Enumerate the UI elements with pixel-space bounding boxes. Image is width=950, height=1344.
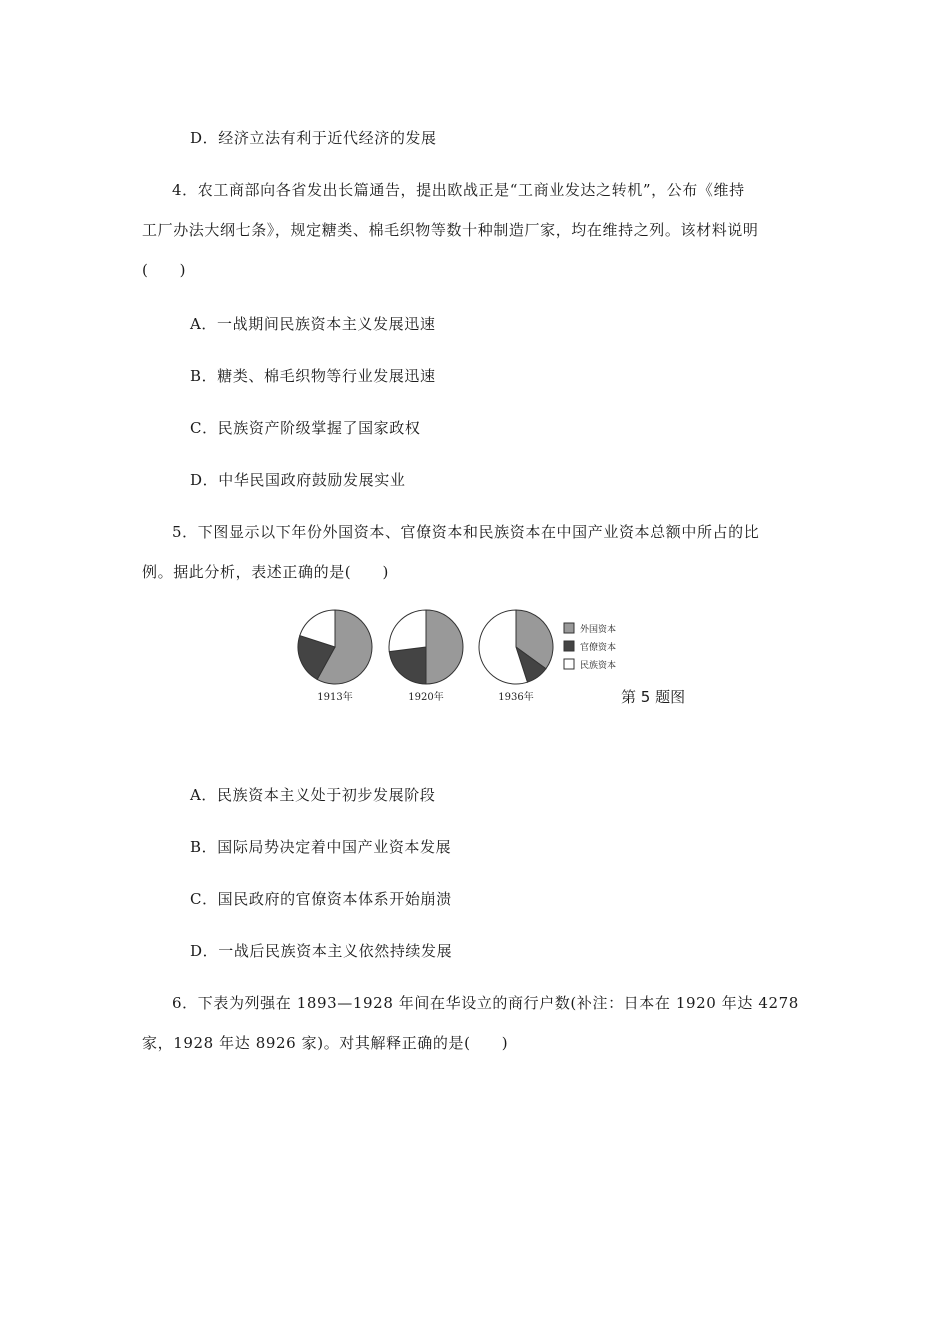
q5-option-d: D．一战后民族资本主义依然持续发展 bbox=[190, 942, 453, 960]
legend-swatch-0 bbox=[564, 623, 574, 633]
q6-stem-line-2: 家，1928 年达 8926 家)。对其解释正确的是( ) bbox=[142, 1034, 509, 1052]
legend-label-2: 民族资本 bbox=[580, 661, 617, 671]
legend-swatch-2 bbox=[564, 659, 574, 669]
q4-stem-line-2: 工厂办法大纲七条》，规定糖类、棉毛织物等数十种制造厂家，均在维持之列。该材料说明 bbox=[142, 221, 759, 239]
q3-option-d: D．经济立法有利于近代经济的发展 bbox=[190, 129, 437, 147]
q5-stem-line-2: 例。据此分析，表述正确的是( ) bbox=[142, 563, 389, 581]
pie-1-slice-2 bbox=[389, 610, 426, 652]
q4-option-a: A．一战期间民族资本主义发展迅速 bbox=[190, 315, 436, 333]
q5-stem-line-1: 5．下图显示以下年份外国资本、官僚资本和民族资本在中国产业资本总额中所占的比 bbox=[172, 523, 760, 541]
legend-label-0: 外国资本 bbox=[580, 625, 617, 635]
q4-option-b: B．糖类、棉毛织物等行业发展迅速 bbox=[190, 367, 436, 385]
pie-2-label: 1936年 bbox=[498, 692, 534, 703]
q4-stem-line-1: 4．农工商部向各省发出长篇通告，提出欧战正是“工商业发达之转机”，公布《维持 bbox=[172, 181, 745, 199]
q5-figure-caption: 第 5 题图 bbox=[621, 688, 686, 706]
pie-1-label: 1920年 bbox=[408, 692, 444, 703]
q4-answer-blank: ( ) bbox=[142, 261, 187, 279]
q4-option-c: C．民族资产阶级掌握了国家政权 bbox=[190, 419, 421, 437]
q5-option-c: C．国民政府的官僚资本体系开始崩溃 bbox=[190, 890, 452, 908]
q5-option-b: B．国际局势决定着中国产业资本发展 bbox=[190, 838, 452, 856]
q5-option-a: A．民族资本主义处于初步发展阶段 bbox=[190, 786, 436, 804]
q4-option-d: D．中华民国政府鼓励发展实业 bbox=[190, 471, 406, 489]
pie-1-slice-0 bbox=[426, 610, 463, 684]
legend-label-1: 官僚资本 bbox=[580, 643, 617, 653]
legend-swatch-1 bbox=[564, 641, 574, 651]
q6-stem-line-1: 6．下表为列强在 1893—1928 年间在华设立的商行户数(补注：日本在 1920 年达 4278 bbox=[172, 994, 799, 1012]
pie-1-slice-1 bbox=[389, 647, 426, 684]
pie-0-label: 1913年 bbox=[317, 692, 353, 703]
